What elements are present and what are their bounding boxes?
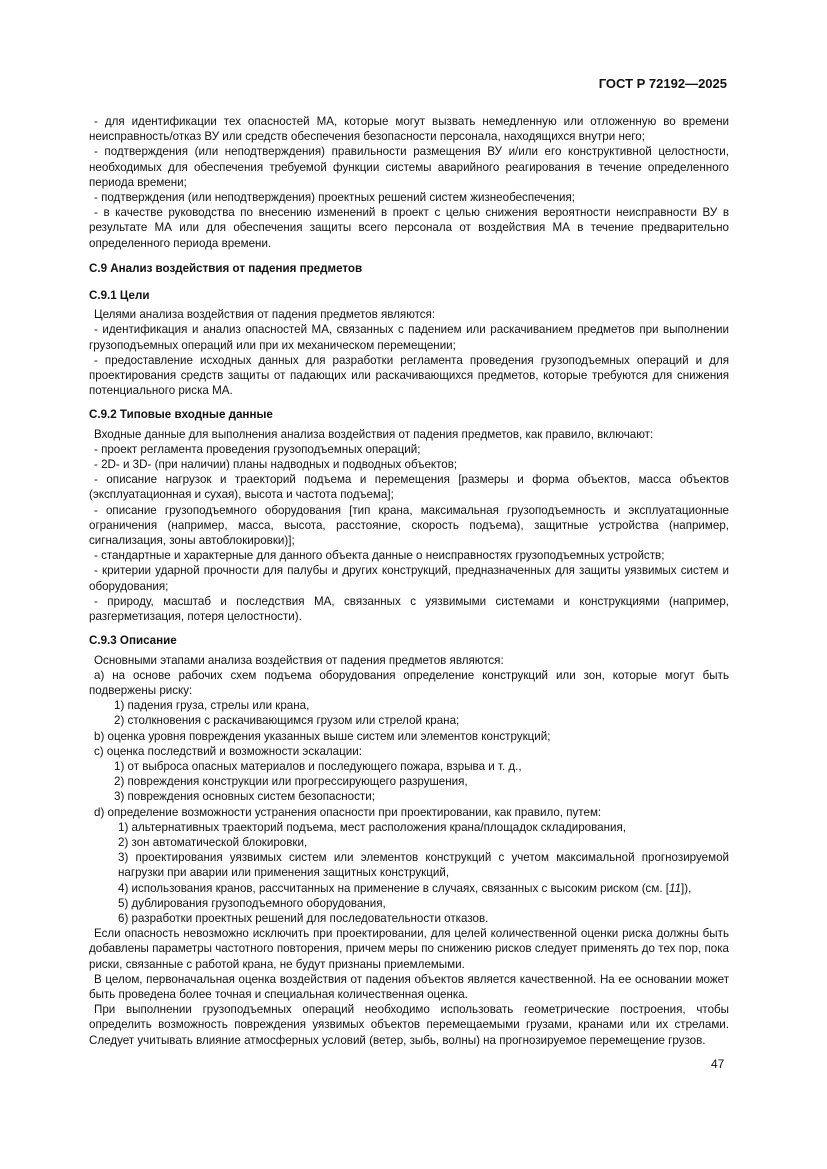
page-content (89, 114, 729, 1048)
sub-item: 1) от выброса опасных материалов и последующего пожара, взрыва и т. д., (114, 759, 522, 773)
list-item: - описание грузоподъемного оборудования [тип крана, максимальная грузоподъемность и эксплуатационные ограничения (например, масса, высота, расстояние, скорость подъема), защитные устройства (например, сигнализация, зоны автоблокировки)]; (89, 503, 729, 548)
sub-item: 2) столкновения с раскачивающимся грузом или стрелой крана; (114, 714, 460, 728)
citation-ref: 11 (669, 881, 682, 895)
list-item: - природу, масштаб и последствия МА, связанных с уязвимыми системами и конструкциями (например, разгерметизация, потеря целостности). (89, 594, 729, 624)
intro-item: - для идентификации тех опасностей МА, которые могут вызвать немедленную или отложенную во времени неисправность/отказ ВУ или средств обеспечения безопасности персонала, находящихся внутри него; (89, 115, 729, 144)
sub-item-text: 4) использования кранов, рассчитанных на применение в случаях, связанных с высоким риском (см. [ (118, 881, 669, 895)
list-item: - предоставление исходных данных для разработки регламента проведения грузоподъемных операций и для проектирования средств защиты от падающих или раскачивающихся предметов, которые требуются для снижения потенциального риска МА. (89, 353, 729, 398)
list-item: - описание нагрузок и траекторий подъема и перемещения [размеры и форма объектов, масса объектов (эксплуатационная и сухая), высота и частота подъема]; (89, 473, 729, 502)
list-item-a: а) на основе рабочих схем подъема оборудования определение конструкций или зон, которые могут быть подвержены риску: (89, 668, 729, 697)
paragraph: Если опасность невозможно исключить при проектировании, для целей количественной оценки риска должны быть добавлены параметры частотного повторения, причем меры по снижению рисков следует применять до тех пор, пока риски, связанные с работой крана, не будут признаны приемлемыми. (89, 927, 729, 971)
page-number: 47 (711, 1057, 725, 1071)
list-item-b: b) оценка уровня повреждения указанных выше систем или элементов конструкций; (94, 729, 551, 743)
sub-item: 6) разработки проектных решений для последовательности отказов. (118, 911, 489, 925)
document-code: ГОСТ Р 72192—2025 (598, 76, 727, 91)
sub-item (89, 881, 729, 896)
subsection-heading-inputs: С.9.2 Типовые входные данные (89, 408, 273, 422)
list-item: - стандартные и характерные для данного объекта данные о неисправностях грузоподъемных устройств; (94, 549, 665, 563)
intro-item: - подтверждения (или неподтверждения) проектных решений систем жизнеобеспечения; (94, 191, 576, 205)
list-item: - проект регламента проведения грузоподъемных операций; (94, 442, 421, 456)
paragraph: Основными этапами анализа воздействия от падения предметов являются: (94, 653, 504, 667)
sub-item: 2) зон автоматической блокировки, (118, 835, 308, 849)
list-item-c: c) оценка последствий и возможности эскалации: (94, 744, 362, 758)
list-item: - идентификация и анализ опасностей МА, связанных с падением или раскачиванием предметов при выполнении грузоподъемных операций или при их механическом перемещении; (89, 323, 729, 352)
sub-item: 2) повреждения конструкции или прогрессирующего разрушения, (114, 775, 468, 789)
paragraph: Целями анализа воздействия от падения предметов являются: (94, 308, 436, 322)
sub-item: 5) дублирования грузоподъемного оборудования, (118, 896, 386, 910)
list-item: - критерии ударной прочности для палубы и других конструкций, предназначенных для защиты уязвимых систем и оборудования; (89, 564, 729, 593)
paragraph: Входные данные для выполнения анализа воздействия от падения предметов, как правило, включают: (94, 427, 654, 441)
sub-item: 3) проектирования уязвимых систем или элементов конструкций с учетом максимальной прогнозируемой нагрузки при аварии или применения защитных конструкций, (118, 851, 729, 880)
subsection-heading-description: С.9.3 Описание (89, 634, 177, 648)
subsection-heading-goals: С.9.1 Цели (89, 289, 150, 303)
list-item: - 2D- и 3D- (при наличии) планы надводных и подводных объектов; (94, 458, 458, 472)
sub-item: 1) альтернативных траекторий подъема, мест расположения крана/площадок складирования, (118, 820, 626, 834)
intro-item: - в качестве руководства по внесению изменений в проект с целью снижения вероятности неисправности ВУ в результате МА или для обеспечения защиты всего персонала от воздействия МА в течение предварительно определенного периода времени. (89, 206, 729, 250)
sub-item: 1) падения груза, стрелы или крана, (114, 699, 310, 713)
sub-item: 3) повреждения основных систем безопасности; (114, 790, 375, 804)
paragraph: В целом, первоначальная оценка воздействия от падения объектов является качественной. На ее основании может быть проведена более точная и специальная количественная оценка. (89, 972, 729, 1001)
list-item-d: d) определение возможности устранения опасности при проектировании, как правило, путем: (94, 805, 602, 819)
intro-item: - подтверждения (или неподтверждения) правильности размещения ВУ и/или его конструктивной целостности, необходимых для обеспечения требуемой функции системы аварийного реагирования в течение определенного периода времени; (89, 145, 729, 189)
section-heading: С.9 Анализ воздействия от падения предметов (89, 261, 363, 275)
sub-item-tail: ]), (681, 881, 692, 895)
paragraph: При выполнении грузоподъемных операций необходимо использовать геометрические построения, чтобы определить возможность повреждения уязвимых объектов перемещаемыми грузами, кранами или их стрелами. Следует учитывать влияние атмосферных условий (ветер, зыбь, волны) на прогнозируемое перемещение грузов. (89, 1003, 729, 1047)
